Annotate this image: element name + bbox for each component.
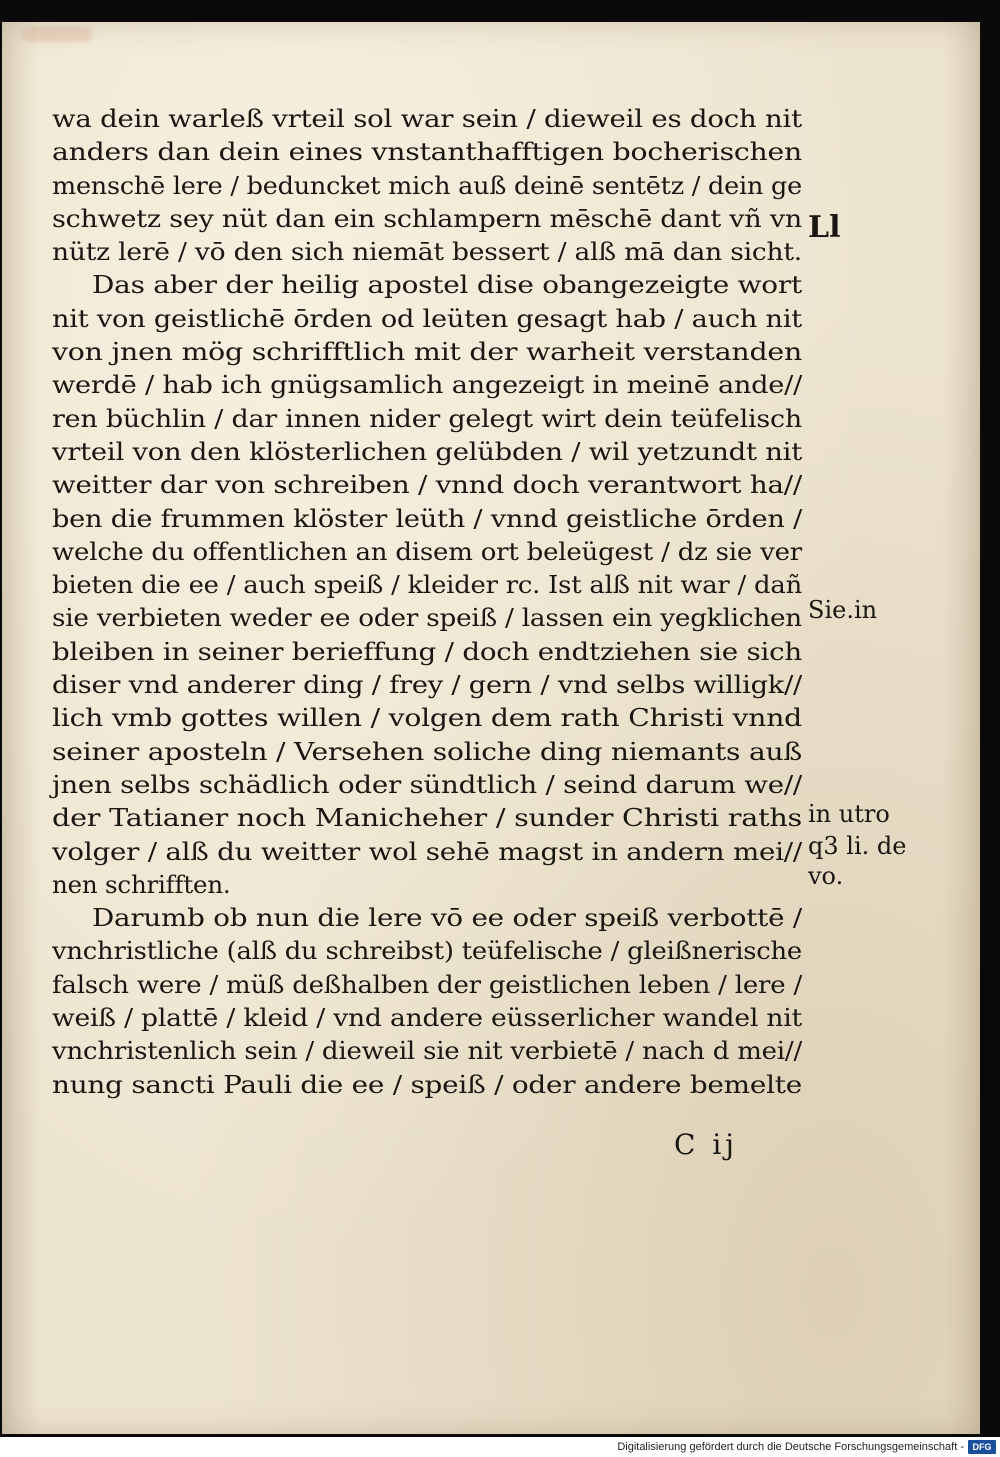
text-line: nütz lerē / vō den sich niemāt bessert / alß mā dan sicht. <box>52 237 802 267</box>
text-line: nen schrifften. <box>52 869 231 899</box>
dfg-logo: DFG <box>968 1440 996 1454</box>
text-line: nit von geistlichē ōrden od leüten gesagt hab / auch nit <box>52 303 802 333</box>
text-line: wa dein warleß vrteil sol war sein / dieweil es doch nit <box>52 104 802 133</box>
text-line: falsch were / müß deßhalben der geistlichen leben / lere / <box>52 969 802 999</box>
text-line: weitter dar von schreiben / vnnd doch verantwort ha// <box>52 470 802 500</box>
book-page <box>2 22 980 1434</box>
text-line: vnchristliche (alß du schreibst) teüfelische / gleißnerische <box>52 936 802 966</box>
funding-credit: Digitalisierung gefördert durch die Deutsche Forschungsgemeinschaft - <box>617 1441 964 1453</box>
text-line: schwetz sey nüt dan ein schlampern mēschē dant vñ vn <box>52 203 803 233</box>
text-line: seiner aposteln / Versehen soliche ding niemants auß <box>52 736 802 766</box>
text-line: nung sancti Pauli die ee / speiß / oder andere bemelte <box>52 1069 802 1099</box>
text-line: Darumb ob nun die lere vō ee oder speiß verbottē / <box>92 903 802 933</box>
text-line: vrteil von den klösterlichen gelübden / wil yetzundt nit <box>52 436 802 466</box>
margin-note: vo. <box>808 862 844 890</box>
signature-mark: C ij <box>674 1128 738 1161</box>
text-line: ren büchlin / dar innen nider gelegt wirt dein teüfelisch <box>52 403 802 433</box>
text-line: lich vmb gottes willen / volgen dem rath Christi vnnd <box>52 703 802 733</box>
text-line: jnen selbs schädlich oder sündtlich / seind darum we// <box>52 769 802 799</box>
text-line: anders dan dein eines vnstanthafftigen bocherischen <box>52 137 802 167</box>
margin-note: in utro <box>808 800 890 828</box>
text-line: weiß / plattē / kleid / vnd andere eüsserlicher wandel nit <box>52 1003 802 1033</box>
text-line: vnchristenlich sein / dieweil sie nit verbietē / nach d mei// <box>52 1036 802 1066</box>
text-line: menschē lere / beduncket mich auß deinē sentētz / dein ge <box>52 170 802 200</box>
text-line: diser vnd anderer ding / frey / gern / vnd selbs willigk// <box>52 670 802 700</box>
text-line: der Tatianer noch Manicheher / sunder Christi raths <box>52 803 802 833</box>
text-line: bieten die ee / auch speiß / kleider rc. Ist alß nit war / dañ <box>52 570 802 600</box>
text-line: bleiben in seiner berieffung / doch endtziehen sie sich <box>52 636 802 666</box>
text-line: sie verbieten weder ee oder speiß / lassen ein yegklichen <box>52 603 802 633</box>
text-line: werdē / hab ich gnügsamlich angezeigt in meinē ande// <box>52 370 802 400</box>
margin-note: q3 li. de <box>808 832 907 860</box>
text-line: welche du offentlichen an disem ort beleügest / dz sie ver <box>52 536 802 566</box>
page-stain <box>22 26 92 42</box>
body-text <box>52 102 802 1101</box>
text-line: ben die frummen klöster leüth / vnnd geistliche ōrden / <box>52 503 802 533</box>
margin-note: Sie.in <box>808 596 878 624</box>
margin-note: Ll <box>808 210 841 245</box>
text-line: von jnen mög schrifftlich mit der warheit verstanden <box>52 337 802 367</box>
text-line: Das aber der heilig apostel dise obangezeigte wort <box>92 270 802 300</box>
text-line: volger / alß du weitter wol sehē magst in andern mei// <box>52 836 802 866</box>
